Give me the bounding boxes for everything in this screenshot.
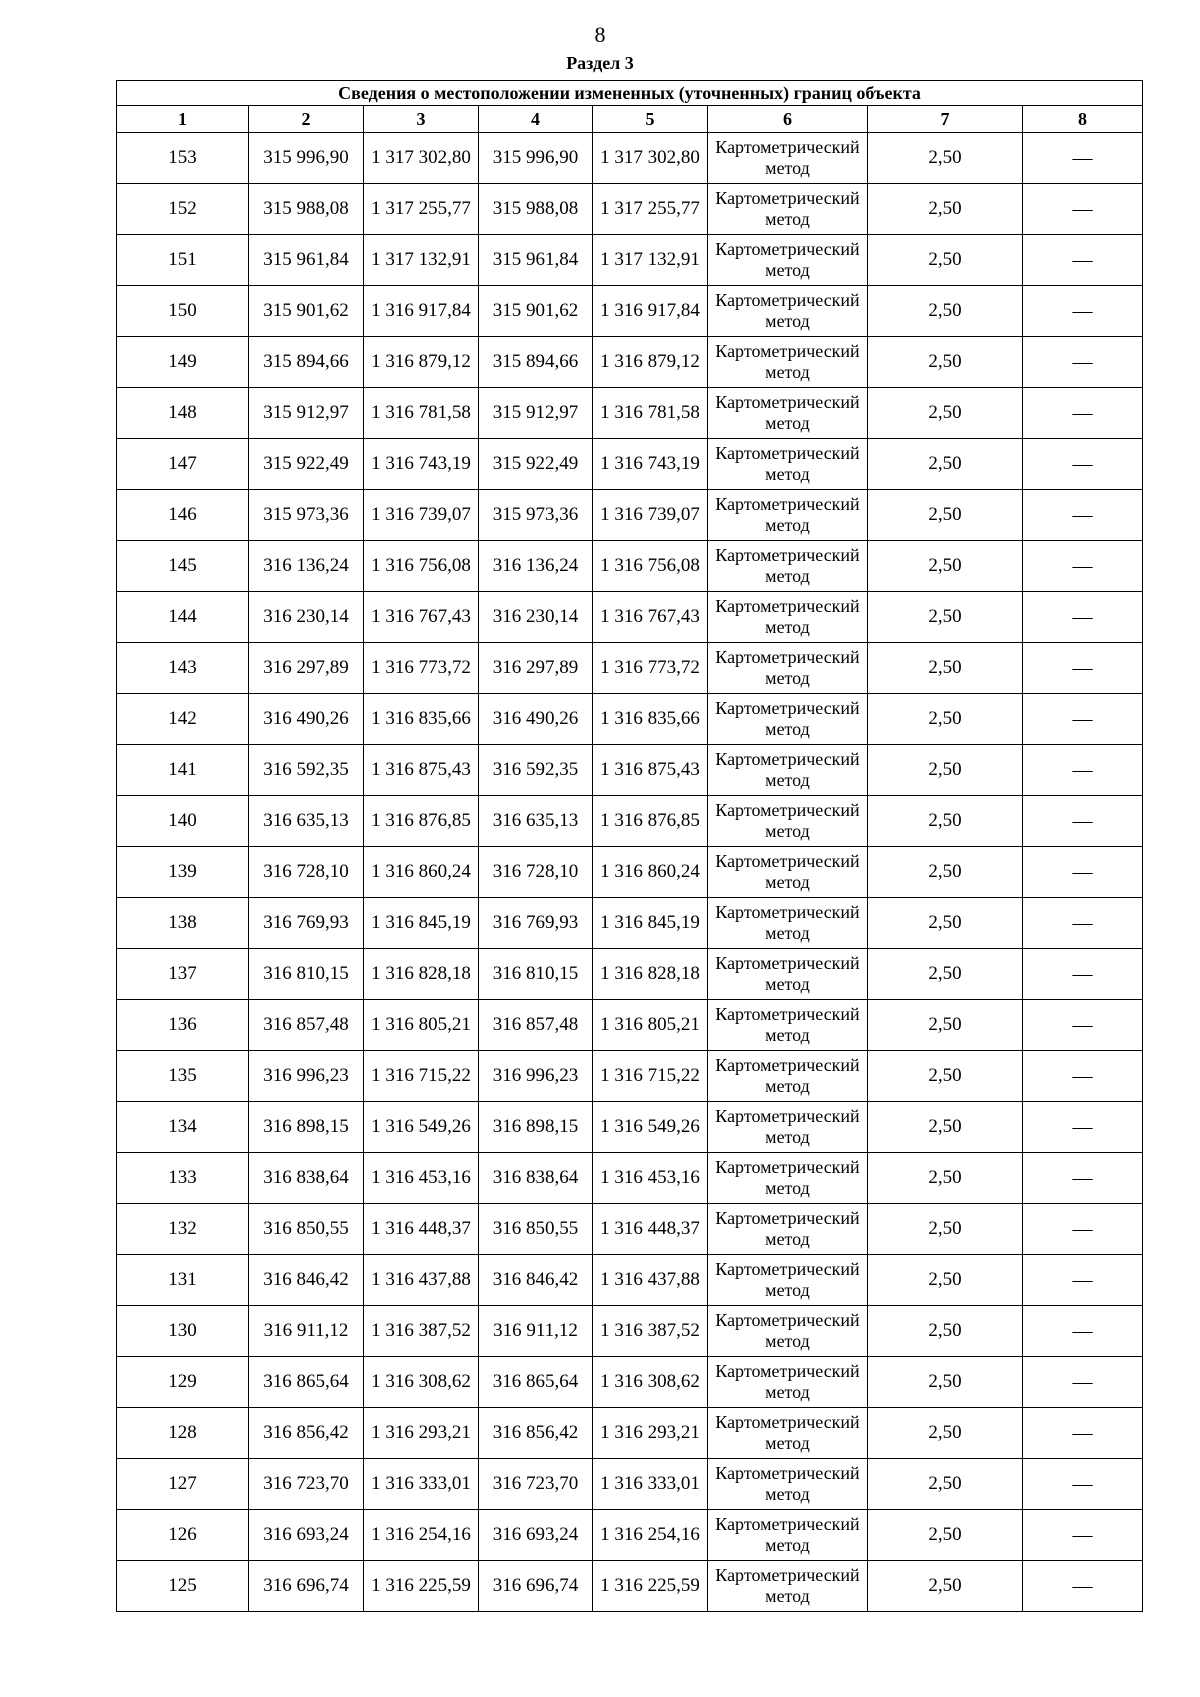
note-cell: — xyxy=(1023,1408,1143,1459)
column-number-6: 6 xyxy=(708,106,868,133)
point-number-cell: 140 xyxy=(117,796,249,847)
y-existing-cell: 1 316 549,26 xyxy=(364,1102,479,1153)
table-row xyxy=(117,592,1143,643)
y-existing-cell: 1 316 781,58 xyxy=(364,388,479,439)
point-number-cell: 138 xyxy=(117,898,249,949)
method-cell: Картометрический метод xyxy=(708,541,868,592)
method-cell: Картометрический метод xyxy=(708,1153,868,1204)
accuracy-cell: 2,50 xyxy=(868,286,1023,337)
y-refined-cell: 1 316 828,18 xyxy=(593,949,708,1000)
point-number-cell: 142 xyxy=(117,694,249,745)
x-refined-cell: 316 728,10 xyxy=(479,847,593,898)
note-cell: — xyxy=(1023,694,1143,745)
note-cell: — xyxy=(1023,1357,1143,1408)
y-refined-cell: 1 316 387,52 xyxy=(593,1306,708,1357)
accuracy-cell: 2,50 xyxy=(868,694,1023,745)
point-number-cell: 144 xyxy=(117,592,249,643)
x-refined-cell: 316 297,89 xyxy=(479,643,593,694)
y-existing-cell: 1 316 254,16 xyxy=(364,1510,479,1561)
x-refined-cell: 316 865,64 xyxy=(479,1357,593,1408)
table-row xyxy=(117,694,1143,745)
method-cell: Картометрический метод xyxy=(708,1510,868,1561)
y-refined-cell: 1 316 767,43 xyxy=(593,592,708,643)
x-existing-cell: 316 857,48 xyxy=(249,1000,364,1051)
table-row xyxy=(117,439,1143,490)
table-row xyxy=(117,1510,1143,1561)
accuracy-cell: 2,50 xyxy=(868,388,1023,439)
table-row xyxy=(117,949,1143,1000)
y-refined-cell: 1 317 255,77 xyxy=(593,184,708,235)
method-cell: Картометрический метод xyxy=(708,1408,868,1459)
accuracy-cell: 2,50 xyxy=(868,1561,1023,1612)
note-cell: — xyxy=(1023,1459,1143,1510)
y-refined-cell: 1 316 437,88 xyxy=(593,1255,708,1306)
x-refined-cell: 316 490,26 xyxy=(479,694,593,745)
x-existing-cell: 316 693,24 xyxy=(249,1510,364,1561)
method-cell: Картометрический метод xyxy=(708,490,868,541)
y-existing-cell: 1 316 739,07 xyxy=(364,490,479,541)
y-refined-cell: 1 316 549,26 xyxy=(593,1102,708,1153)
point-number-cell: 136 xyxy=(117,1000,249,1051)
point-number-cell: 147 xyxy=(117,439,249,490)
point-number-cell: 150 xyxy=(117,286,249,337)
note-cell: — xyxy=(1023,592,1143,643)
x-refined-cell: 316 996,23 xyxy=(479,1051,593,1102)
y-refined-cell: 1 316 743,19 xyxy=(593,439,708,490)
method-cell: Картометрический метод xyxy=(708,796,868,847)
table-row xyxy=(117,643,1143,694)
x-refined-cell: 316 693,24 xyxy=(479,1510,593,1561)
accuracy-cell: 2,50 xyxy=(868,490,1023,541)
y-existing-cell: 1 317 255,77 xyxy=(364,184,479,235)
y-refined-cell: 1 316 917,84 xyxy=(593,286,708,337)
y-existing-cell: 1 316 715,22 xyxy=(364,1051,479,1102)
point-number-cell: 153 xyxy=(117,133,249,184)
accuracy-cell: 2,50 xyxy=(868,1408,1023,1459)
point-number-cell: 127 xyxy=(117,1459,249,1510)
x-existing-cell: 316 838,64 xyxy=(249,1153,364,1204)
y-refined-cell: 1 316 835,66 xyxy=(593,694,708,745)
accuracy-cell: 2,50 xyxy=(868,337,1023,388)
point-number-cell: 151 xyxy=(117,235,249,286)
y-refined-cell: 1 316 333,01 xyxy=(593,1459,708,1510)
x-existing-cell: 316 490,26 xyxy=(249,694,364,745)
x-refined-cell: 315 973,36 xyxy=(479,490,593,541)
y-refined-cell: 1 316 781,58 xyxy=(593,388,708,439)
table-row xyxy=(117,745,1143,796)
point-number-cell: 135 xyxy=(117,1051,249,1102)
y-refined-cell: 1 316 805,21 xyxy=(593,1000,708,1051)
method-cell: Картометрический метод xyxy=(708,184,868,235)
x-existing-cell: 316 230,14 xyxy=(249,592,364,643)
y-refined-cell: 1 316 845,19 xyxy=(593,898,708,949)
note-cell: — xyxy=(1023,133,1143,184)
method-cell: Картометрический метод xyxy=(708,1051,868,1102)
point-number-cell: 132 xyxy=(117,1204,249,1255)
y-existing-cell: 1 316 875,43 xyxy=(364,745,479,796)
column-number-3: 3 xyxy=(364,106,479,133)
x-refined-cell: 316 857,48 xyxy=(479,1000,593,1051)
x-existing-cell: 315 894,66 xyxy=(249,337,364,388)
note-cell: — xyxy=(1023,796,1143,847)
x-existing-cell: 316 846,42 xyxy=(249,1255,364,1306)
table-row xyxy=(117,1408,1143,1459)
accuracy-cell: 2,50 xyxy=(868,1255,1023,1306)
table-row xyxy=(117,490,1143,541)
y-existing-cell: 1 316 225,59 xyxy=(364,1561,479,1612)
accuracy-cell: 2,50 xyxy=(868,949,1023,1000)
point-number-cell: 143 xyxy=(117,643,249,694)
table-row xyxy=(117,133,1143,184)
x-existing-cell: 316 810,15 xyxy=(249,949,364,1000)
accuracy-cell: 2,50 xyxy=(868,1153,1023,1204)
note-cell: — xyxy=(1023,184,1143,235)
table-row xyxy=(117,235,1143,286)
y-existing-cell: 1 316 773,72 xyxy=(364,643,479,694)
x-existing-cell: 316 696,74 xyxy=(249,1561,364,1612)
x-refined-cell: 316 592,35 xyxy=(479,745,593,796)
accuracy-cell: 2,50 xyxy=(868,745,1023,796)
x-refined-cell: 316 635,13 xyxy=(479,796,593,847)
method-cell: Картометрический метод xyxy=(708,1204,868,1255)
note-cell: — xyxy=(1023,1306,1143,1357)
accuracy-cell: 2,50 xyxy=(868,133,1023,184)
x-existing-cell: 316 898,15 xyxy=(249,1102,364,1153)
y-existing-cell: 1 316 876,85 xyxy=(364,796,479,847)
table-row xyxy=(117,1459,1143,1510)
page-number: 8 xyxy=(594,22,606,47)
accuracy-cell: 2,50 xyxy=(868,184,1023,235)
x-existing-cell: 316 297,89 xyxy=(249,643,364,694)
x-refined-cell: 316 696,74 xyxy=(479,1561,593,1612)
column-number-8: 8 xyxy=(1023,106,1143,133)
y-refined-cell: 1 316 879,12 xyxy=(593,337,708,388)
table-row xyxy=(117,1153,1143,1204)
y-existing-cell: 1 316 767,43 xyxy=(364,592,479,643)
y-existing-cell: 1 317 302,80 xyxy=(364,133,479,184)
accuracy-cell: 2,50 xyxy=(868,541,1023,592)
note-cell: — xyxy=(1023,439,1143,490)
method-cell: Картометрический метод xyxy=(708,1000,868,1051)
method-cell: Картометрический метод xyxy=(708,1459,868,1510)
x-existing-cell: 316 856,42 xyxy=(249,1408,364,1459)
x-existing-cell: 315 988,08 xyxy=(249,184,364,235)
x-existing-cell: 316 911,12 xyxy=(249,1306,364,1357)
table-row xyxy=(117,1561,1143,1612)
method-cell: Картометрический метод xyxy=(708,1102,868,1153)
boundary-coordinates-table xyxy=(116,80,1143,1612)
x-existing-cell: 316 592,35 xyxy=(249,745,364,796)
method-cell: Картометрический метод xyxy=(708,643,868,694)
x-existing-cell: 315 973,36 xyxy=(249,490,364,541)
y-existing-cell: 1 316 333,01 xyxy=(364,1459,479,1510)
x-refined-cell: 316 838,64 xyxy=(479,1153,593,1204)
method-cell: Картометрический метод xyxy=(708,592,868,643)
method-cell: Картометрический метод xyxy=(708,1255,868,1306)
y-existing-cell: 1 316 387,52 xyxy=(364,1306,479,1357)
x-existing-cell: 315 922,49 xyxy=(249,439,364,490)
y-refined-cell: 1 316 875,43 xyxy=(593,745,708,796)
x-existing-cell: 315 912,97 xyxy=(249,388,364,439)
point-number-cell: 126 xyxy=(117,1510,249,1561)
method-cell: Картометрический метод xyxy=(708,1357,868,1408)
table-row xyxy=(117,847,1143,898)
note-cell: — xyxy=(1023,745,1143,796)
accuracy-cell: 2,50 xyxy=(868,235,1023,286)
point-number-cell: 149 xyxy=(117,337,249,388)
note-cell: — xyxy=(1023,949,1143,1000)
method-cell: Картометрический метод xyxy=(708,1306,868,1357)
accuracy-cell: 2,50 xyxy=(868,592,1023,643)
note-cell: — xyxy=(1023,1255,1143,1306)
point-number-cell: 148 xyxy=(117,388,249,439)
point-number-cell: 146 xyxy=(117,490,249,541)
accuracy-cell: 2,50 xyxy=(868,643,1023,694)
column-number-7: 7 xyxy=(868,106,1023,133)
note-cell: — xyxy=(1023,643,1143,694)
x-existing-cell: 316 635,13 xyxy=(249,796,364,847)
y-existing-cell: 1 316 756,08 xyxy=(364,541,479,592)
note-cell: — xyxy=(1023,541,1143,592)
method-cell: Картометрический метод xyxy=(708,337,868,388)
method-cell: Картометрический метод xyxy=(708,235,868,286)
y-existing-cell: 1 316 805,21 xyxy=(364,1000,479,1051)
method-cell: Картометрический метод xyxy=(708,388,868,439)
table-row xyxy=(117,337,1143,388)
point-number-cell: 141 xyxy=(117,745,249,796)
x-refined-cell: 316 856,42 xyxy=(479,1408,593,1459)
table-row xyxy=(117,388,1143,439)
x-refined-cell: 315 988,08 xyxy=(479,184,593,235)
x-existing-cell: 316 136,24 xyxy=(249,541,364,592)
y-existing-cell: 1 316 743,19 xyxy=(364,439,479,490)
table-row xyxy=(117,1000,1143,1051)
method-cell: Картометрический метод xyxy=(708,1561,868,1612)
accuracy-cell: 2,50 xyxy=(868,796,1023,847)
x-existing-cell: 316 769,93 xyxy=(249,898,364,949)
x-existing-cell: 316 723,70 xyxy=(249,1459,364,1510)
column-number-row xyxy=(117,106,1143,133)
note-cell: — xyxy=(1023,235,1143,286)
method-cell: Картометрический метод xyxy=(708,898,868,949)
note-cell: — xyxy=(1023,1510,1143,1561)
y-refined-cell: 1 316 860,24 xyxy=(593,847,708,898)
note-cell: — xyxy=(1023,1051,1143,1102)
note-cell: — xyxy=(1023,1204,1143,1255)
accuracy-cell: 2,50 xyxy=(868,1102,1023,1153)
section-title: Раздел 3 xyxy=(566,53,634,73)
point-number-cell: 128 xyxy=(117,1408,249,1459)
x-refined-cell: 316 723,70 xyxy=(479,1459,593,1510)
method-cell: Картометрический метод xyxy=(708,133,868,184)
x-existing-cell: 316 728,10 xyxy=(249,847,364,898)
table-row xyxy=(117,184,1143,235)
accuracy-cell: 2,50 xyxy=(868,898,1023,949)
table-caption: Сведения о местоположении измененных (уточненных) границ объекта xyxy=(117,81,1143,106)
y-refined-cell: 1 316 453,16 xyxy=(593,1153,708,1204)
x-refined-cell: 316 810,15 xyxy=(479,949,593,1000)
table-row xyxy=(117,1357,1143,1408)
y-refined-cell: 1 316 254,16 xyxy=(593,1510,708,1561)
note-cell: — xyxy=(1023,490,1143,541)
table-row xyxy=(117,1102,1143,1153)
table-row xyxy=(117,1255,1143,1306)
table-row xyxy=(117,796,1143,847)
y-refined-cell: 1 316 308,62 xyxy=(593,1357,708,1408)
table-body xyxy=(117,133,1143,1612)
x-existing-cell: 315 996,90 xyxy=(249,133,364,184)
method-cell: Картометрический метод xyxy=(708,847,868,898)
accuracy-cell: 2,50 xyxy=(868,847,1023,898)
method-cell: Картометрический метод xyxy=(708,439,868,490)
accuracy-cell: 2,50 xyxy=(868,1000,1023,1051)
x-refined-cell: 315 901,62 xyxy=(479,286,593,337)
y-existing-cell: 1 316 828,18 xyxy=(364,949,479,1000)
y-refined-cell: 1 316 773,72 xyxy=(593,643,708,694)
x-refined-cell: 316 846,42 xyxy=(479,1255,593,1306)
note-cell: — xyxy=(1023,388,1143,439)
x-refined-cell: 316 850,55 xyxy=(479,1204,593,1255)
note-cell: — xyxy=(1023,286,1143,337)
method-cell: Картометрический метод xyxy=(708,694,868,745)
y-existing-cell: 1 316 879,12 xyxy=(364,337,479,388)
note-cell: — xyxy=(1023,337,1143,388)
column-number-5: 5 xyxy=(593,106,708,133)
y-existing-cell: 1 316 917,84 xyxy=(364,286,479,337)
note-cell: — xyxy=(1023,898,1143,949)
x-refined-cell: 316 769,93 xyxy=(479,898,593,949)
y-refined-cell: 1 317 302,80 xyxy=(593,133,708,184)
x-refined-cell: 315 894,66 xyxy=(479,337,593,388)
x-existing-cell: 315 901,62 xyxy=(249,286,364,337)
table-row xyxy=(117,1051,1143,1102)
y-refined-cell: 1 316 715,22 xyxy=(593,1051,708,1102)
point-number-cell: 130 xyxy=(117,1306,249,1357)
y-existing-cell: 1 316 437,88 xyxy=(364,1255,479,1306)
point-number-cell: 139 xyxy=(117,847,249,898)
accuracy-cell: 2,50 xyxy=(868,439,1023,490)
point-number-cell: 133 xyxy=(117,1153,249,1204)
table-row xyxy=(117,1306,1143,1357)
y-existing-cell: 1 316 845,19 xyxy=(364,898,479,949)
column-number-1: 1 xyxy=(117,106,249,133)
y-existing-cell: 1 317 132,91 xyxy=(364,235,479,286)
y-refined-cell: 1 316 293,21 xyxy=(593,1408,708,1459)
accuracy-cell: 2,50 xyxy=(868,1357,1023,1408)
accuracy-cell: 2,50 xyxy=(868,1306,1023,1357)
x-existing-cell: 316 996,23 xyxy=(249,1051,364,1102)
point-number-cell: 131 xyxy=(117,1255,249,1306)
note-cell: — xyxy=(1023,1000,1143,1051)
y-refined-cell: 1 316 739,07 xyxy=(593,490,708,541)
accuracy-cell: 2,50 xyxy=(868,1510,1023,1561)
x-existing-cell: 316 850,55 xyxy=(249,1204,364,1255)
method-cell: Картометрический метод xyxy=(708,745,868,796)
accuracy-cell: 2,50 xyxy=(868,1204,1023,1255)
point-number-cell: 152 xyxy=(117,184,249,235)
x-refined-cell: 316 911,12 xyxy=(479,1306,593,1357)
y-refined-cell: 1 316 876,85 xyxy=(593,796,708,847)
x-refined-cell: 316 136,24 xyxy=(479,541,593,592)
point-number-cell: 137 xyxy=(117,949,249,1000)
y-existing-cell: 1 316 293,21 xyxy=(364,1408,479,1459)
point-number-cell: 129 xyxy=(117,1357,249,1408)
point-number-cell: 134 xyxy=(117,1102,249,1153)
x-refined-cell: 316 230,14 xyxy=(479,592,593,643)
x-refined-cell: 315 912,97 xyxy=(479,388,593,439)
y-refined-cell: 1 316 448,37 xyxy=(593,1204,708,1255)
note-cell: — xyxy=(1023,1561,1143,1612)
note-cell: — xyxy=(1023,847,1143,898)
x-refined-cell: 315 922,49 xyxy=(479,439,593,490)
y-existing-cell: 1 316 835,66 xyxy=(364,694,479,745)
table-row xyxy=(117,541,1143,592)
column-number-2: 2 xyxy=(249,106,364,133)
y-existing-cell: 1 316 453,16 xyxy=(364,1153,479,1204)
table-row xyxy=(117,898,1143,949)
x-existing-cell: 315 961,84 xyxy=(249,235,364,286)
note-cell: — xyxy=(1023,1102,1143,1153)
column-number-4: 4 xyxy=(479,106,593,133)
accuracy-cell: 2,50 xyxy=(868,1051,1023,1102)
y-existing-cell: 1 316 448,37 xyxy=(364,1204,479,1255)
point-number-cell: 125 xyxy=(117,1561,249,1612)
table-row xyxy=(117,1204,1143,1255)
method-cell: Картометрический метод xyxy=(708,286,868,337)
y-refined-cell: 1 317 132,91 xyxy=(593,235,708,286)
x-refined-cell: 315 961,84 xyxy=(479,235,593,286)
y-refined-cell: 1 316 225,59 xyxy=(593,1561,708,1612)
method-cell: Картометрический метод xyxy=(708,949,868,1000)
point-number-cell: 145 xyxy=(117,541,249,592)
accuracy-cell: 2,50 xyxy=(868,1459,1023,1510)
x-existing-cell: 316 865,64 xyxy=(249,1357,364,1408)
y-existing-cell: 1 316 860,24 xyxy=(364,847,479,898)
x-refined-cell: 315 996,90 xyxy=(479,133,593,184)
x-refined-cell: 316 898,15 xyxy=(479,1102,593,1153)
y-existing-cell: 1 316 308,62 xyxy=(364,1357,479,1408)
note-cell: — xyxy=(1023,1153,1143,1204)
table-row xyxy=(117,286,1143,337)
y-refined-cell: 1 316 756,08 xyxy=(593,541,708,592)
